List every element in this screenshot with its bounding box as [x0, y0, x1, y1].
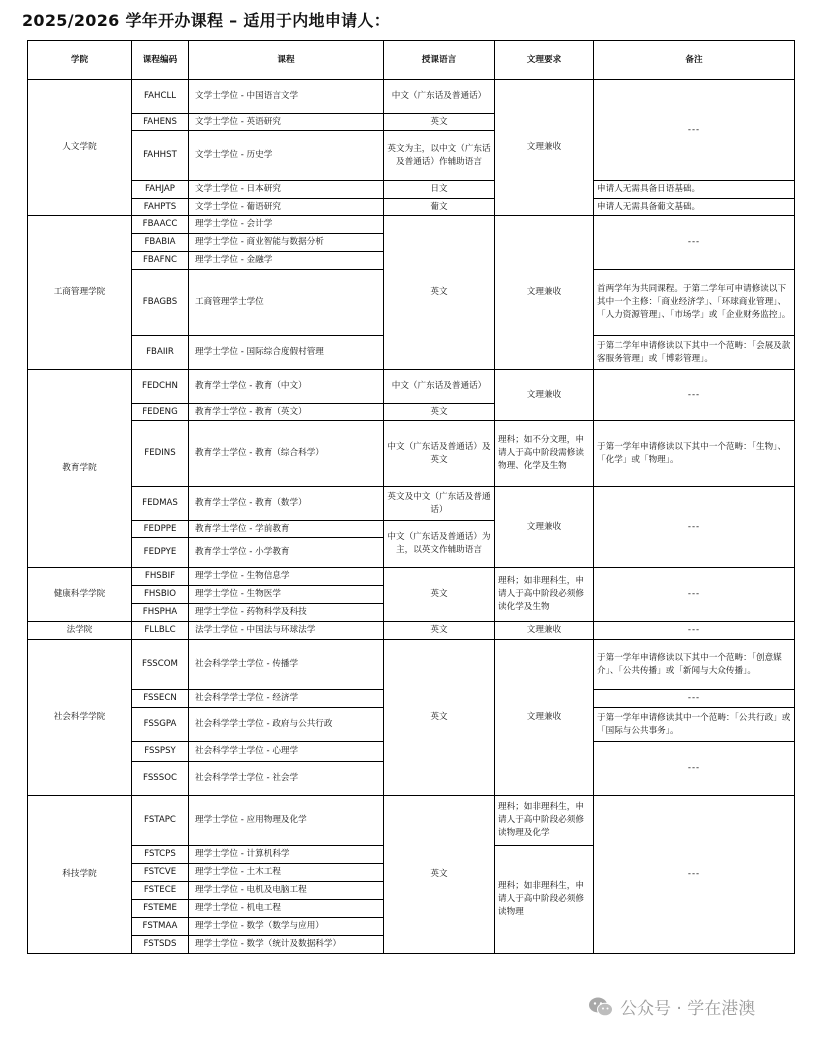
- stream-cell: 文理兼收: [495, 370, 594, 421]
- remark-cell: ---: [594, 568, 795, 622]
- course-cell: 文学士学位 - 葡语研究: [189, 199, 384, 216]
- language-cell: 英文: [384, 622, 495, 640]
- code-cell: FAHENS: [132, 114, 189, 131]
- course-cell: 理学士学位 - 药物科学及科技: [189, 604, 384, 622]
- remark-cell: ---: [594, 487, 795, 568]
- course-cell: 法学士学位 - 中国法与环球法学: [189, 622, 384, 640]
- code-cell: FSTAPC: [132, 796, 189, 846]
- course-cell: 文学士学位 - 日本研究: [189, 181, 384, 199]
- stream-cell: 文理兼收: [495, 487, 594, 568]
- college-cell: 工商管理学院: [28, 216, 132, 370]
- header-code: 课程编码: [132, 41, 189, 80]
- language-cell: 英文: [384, 404, 495, 421]
- code-cell: FEDPPE: [132, 521, 189, 538]
- college-cell: 教育学院: [28, 370, 132, 568]
- remark-cell: 申请人无需具备日语基础。: [594, 181, 795, 199]
- college-cell: 健康科学学院: [28, 568, 132, 622]
- course-cell: 教育学士学位 - 教育（综合科学）: [189, 421, 384, 487]
- language-cell: 日文: [384, 181, 495, 199]
- table-row: [28, 216, 795, 234]
- language-cell: 葡文: [384, 199, 495, 216]
- table-row: [28, 640, 795, 690]
- code-cell: FBAFNC: [132, 252, 189, 270]
- college-cell: 科技学院: [28, 796, 132, 954]
- course-cell: 理学士学位 - 金融学: [189, 252, 384, 270]
- college-cell: 社会科学学院: [28, 640, 132, 796]
- stream-cell: 理科；如非理科生，申请人于高中阶段必须修读物理及化学: [495, 796, 594, 846]
- course-cell: 理学士学位 - 数学（数学与应用）: [189, 918, 384, 936]
- table-row: [28, 80, 795, 114]
- stream-cell: 文理兼收: [495, 640, 594, 796]
- table-row: [28, 796, 795, 846]
- code-cell: FBAGBS: [132, 270, 189, 336]
- remark-cell: 于第二学年申请修读以下其中一个范畴：「会展及款客服务管理」或「博彩管理」。: [594, 336, 795, 370]
- course-cell: 教育学士学位 - 小学教育: [189, 538, 384, 568]
- code-cell: FSTEME: [132, 900, 189, 918]
- course-cell: 社会科学学士学位 - 社会学: [189, 762, 384, 796]
- table-row: [28, 181, 795, 199]
- remark-cell: ---: [594, 690, 795, 708]
- language-cell: 英文为主，以中文（广东话及普通话）作辅助语言: [384, 131, 495, 181]
- remark-cell: ---: [594, 370, 795, 421]
- code-cell: FBAIIR: [132, 336, 189, 370]
- code-cell: FSSPSY: [132, 742, 189, 762]
- code-cell: FSSCOM: [132, 640, 189, 690]
- code-cell: FSSECN: [132, 690, 189, 708]
- course-cell: 工商管理学士学位: [189, 270, 384, 336]
- stream-cell: 文理兼收: [495, 216, 594, 370]
- code-cell: FHSBIO: [132, 586, 189, 604]
- stream-cell: 文理兼收: [495, 622, 594, 640]
- language-cell: 中文（广东话及普通话）及英文: [384, 421, 495, 487]
- code-cell: FAHJAP: [132, 181, 189, 199]
- watermark-text: 公众号 · 学在港澳: [620, 999, 756, 1019]
- header-college: 学院: [28, 41, 132, 80]
- code-cell: FAHHST: [132, 131, 189, 181]
- remark-cell: ---: [594, 80, 795, 181]
- remark-cell: 申请人无需具备葡文基础。: [594, 199, 795, 216]
- course-cell: 社会科学学士学位 - 政府与公共行政: [189, 708, 384, 742]
- code-cell: FEDPYE: [132, 538, 189, 568]
- remark-cell: ---: [594, 742, 795, 796]
- course-cell: 社会科学学士学位 - 经济学: [189, 690, 384, 708]
- code-cell: FHSBIF: [132, 568, 189, 586]
- language-cell: 中文（广东话及普通话）: [384, 370, 495, 404]
- code-cell: FSTECE: [132, 882, 189, 900]
- table-row: [28, 622, 795, 640]
- course-cell: 文学士学位 - 中国语言文学: [189, 80, 384, 114]
- remark-cell: 于第一学年申请修读以下其中一个范畴：「生物」、「化学」或「物理」。: [594, 421, 795, 487]
- language-cell: 英文及中文（广东话及普通话）: [384, 487, 495, 521]
- code-cell: FLLBLC: [132, 622, 189, 640]
- table-row: [28, 199, 795, 216]
- course-cell: 文学士学位 - 历史学: [189, 131, 384, 181]
- college-cell: 法学院: [28, 622, 132, 640]
- language-cell: 英文: [384, 114, 495, 131]
- course-cell: 理学士学位 - 数学（统计及数据科学）: [189, 936, 384, 954]
- course-cell: 文学士学位 - 英语研究: [189, 114, 384, 131]
- course-cell: 理学士学位 - 应用物理及化学: [189, 796, 384, 846]
- courses-table: [27, 40, 795, 954]
- header-course: 课程: [189, 41, 384, 80]
- stream-cell: 文理兼收: [495, 80, 594, 216]
- course-cell: 教育学士学位 - 教育（中文）: [189, 370, 384, 404]
- code-cell: FAHPTS: [132, 199, 189, 216]
- language-cell: 中文（广东话及普通话）: [384, 80, 495, 114]
- remark-cell: 于第一学年申请修读其中一个范畴：「公共行政」或「国际与公共事务」。: [594, 708, 795, 742]
- stream-cell: 理科；如不分文理，申请人于高中阶段需修读物理、化学及生物: [495, 421, 594, 487]
- code-cell: FEDCHN: [132, 370, 189, 404]
- code-cell: FEDMAS: [132, 487, 189, 521]
- code-cell: FSTCVE: [132, 864, 189, 882]
- header-stream: 文理要求: [495, 41, 594, 80]
- stream-cell: 理科；如非理科生，申请人于高中阶段必须修读化学及生物: [495, 568, 594, 622]
- header-language: 授课语言: [384, 41, 495, 80]
- course-cell: 理学士学位 - 生物医学: [189, 586, 384, 604]
- course-cell: 理学士学位 - 土木工程: [189, 864, 384, 882]
- course-cell: 理学士学位 - 生物信息学: [189, 568, 384, 586]
- college-cell: 人文学院: [28, 80, 132, 216]
- course-cell: 理学士学位 - 电机及电脑工程: [189, 882, 384, 900]
- course-cell: 教育学士学位 - 教育（英文）: [189, 404, 384, 421]
- code-cell: FHSPHA: [132, 604, 189, 622]
- remark-cell: ---: [594, 796, 795, 954]
- table-row: [28, 421, 795, 487]
- language-cell: 英文: [384, 640, 495, 796]
- course-cell: 理学士学位 - 计算机科学: [189, 846, 384, 864]
- code-cell: FSTMAA: [132, 918, 189, 936]
- header-row: [28, 41, 795, 80]
- course-cell: 教育学士学位 - 学前教育: [189, 521, 384, 538]
- course-cell: 理学士学位 - 国际综合度假村管理: [189, 336, 384, 370]
- remark-cell: 首两学年为共同课程。于第二学年可申请修读以下其中一个主修：「商业经济学」、「环球商业管理」、「人力资源管理」、「市场学」或「企业财务监控」。: [594, 270, 795, 336]
- code-cell: FBAACC: [132, 216, 189, 234]
- code-cell: FEDENG: [132, 404, 189, 421]
- course-cell: 社会科学学士学位 - 传播学: [189, 640, 384, 690]
- course-cell: 教育学士学位 - 教育（数学）: [189, 487, 384, 521]
- remark-cell: ---: [594, 216, 795, 270]
- page-title: 2025/2026 学年开办课程 – 适用于内地申请人：: [22, 11, 391, 30]
- watermark: [588, 994, 755, 1019]
- code-cell: FAHCLL: [132, 80, 189, 114]
- code-cell: FSTSDS: [132, 936, 189, 954]
- course-cell: 理学士学位 - 机电工程: [189, 900, 384, 918]
- table-row: [28, 487, 795, 521]
- code-cell: FEDINS: [132, 421, 189, 487]
- language-cell: 英文: [384, 216, 495, 370]
- remark-cell: ---: [594, 622, 795, 640]
- code-cell: FSSGPA: [132, 708, 189, 742]
- table-row: [28, 370, 795, 404]
- course-cell: 社会科学学士学位 - 心理学: [189, 742, 384, 762]
- stream-cell: 理科；如非理科生，申请人于高中阶段必须修读物理: [495, 846, 594, 954]
- code-cell: FSTCPS: [132, 846, 189, 864]
- wechat-icon: [588, 996, 614, 1018]
- code-cell: FBABIA: [132, 234, 189, 252]
- language-cell: 英文: [384, 796, 495, 954]
- language-cell: 中文（广东话及普通话）为主，以英文作辅助语言: [384, 521, 495, 568]
- course-cell: 理学士学位 - 会计学: [189, 216, 384, 234]
- language-cell: 英文: [384, 568, 495, 622]
- table-row: [28, 568, 795, 586]
- remark-cell: 于第一学年申请修读以下其中一个范畴：「创意媒介」、「公共传播」或「新闻与大众传播」。: [594, 640, 795, 690]
- code-cell: FSSSOC: [132, 762, 189, 796]
- course-cell: 理学士学位 - 商业智能与数据分析: [189, 234, 384, 252]
- header-remarks: 备注: [594, 41, 795, 80]
